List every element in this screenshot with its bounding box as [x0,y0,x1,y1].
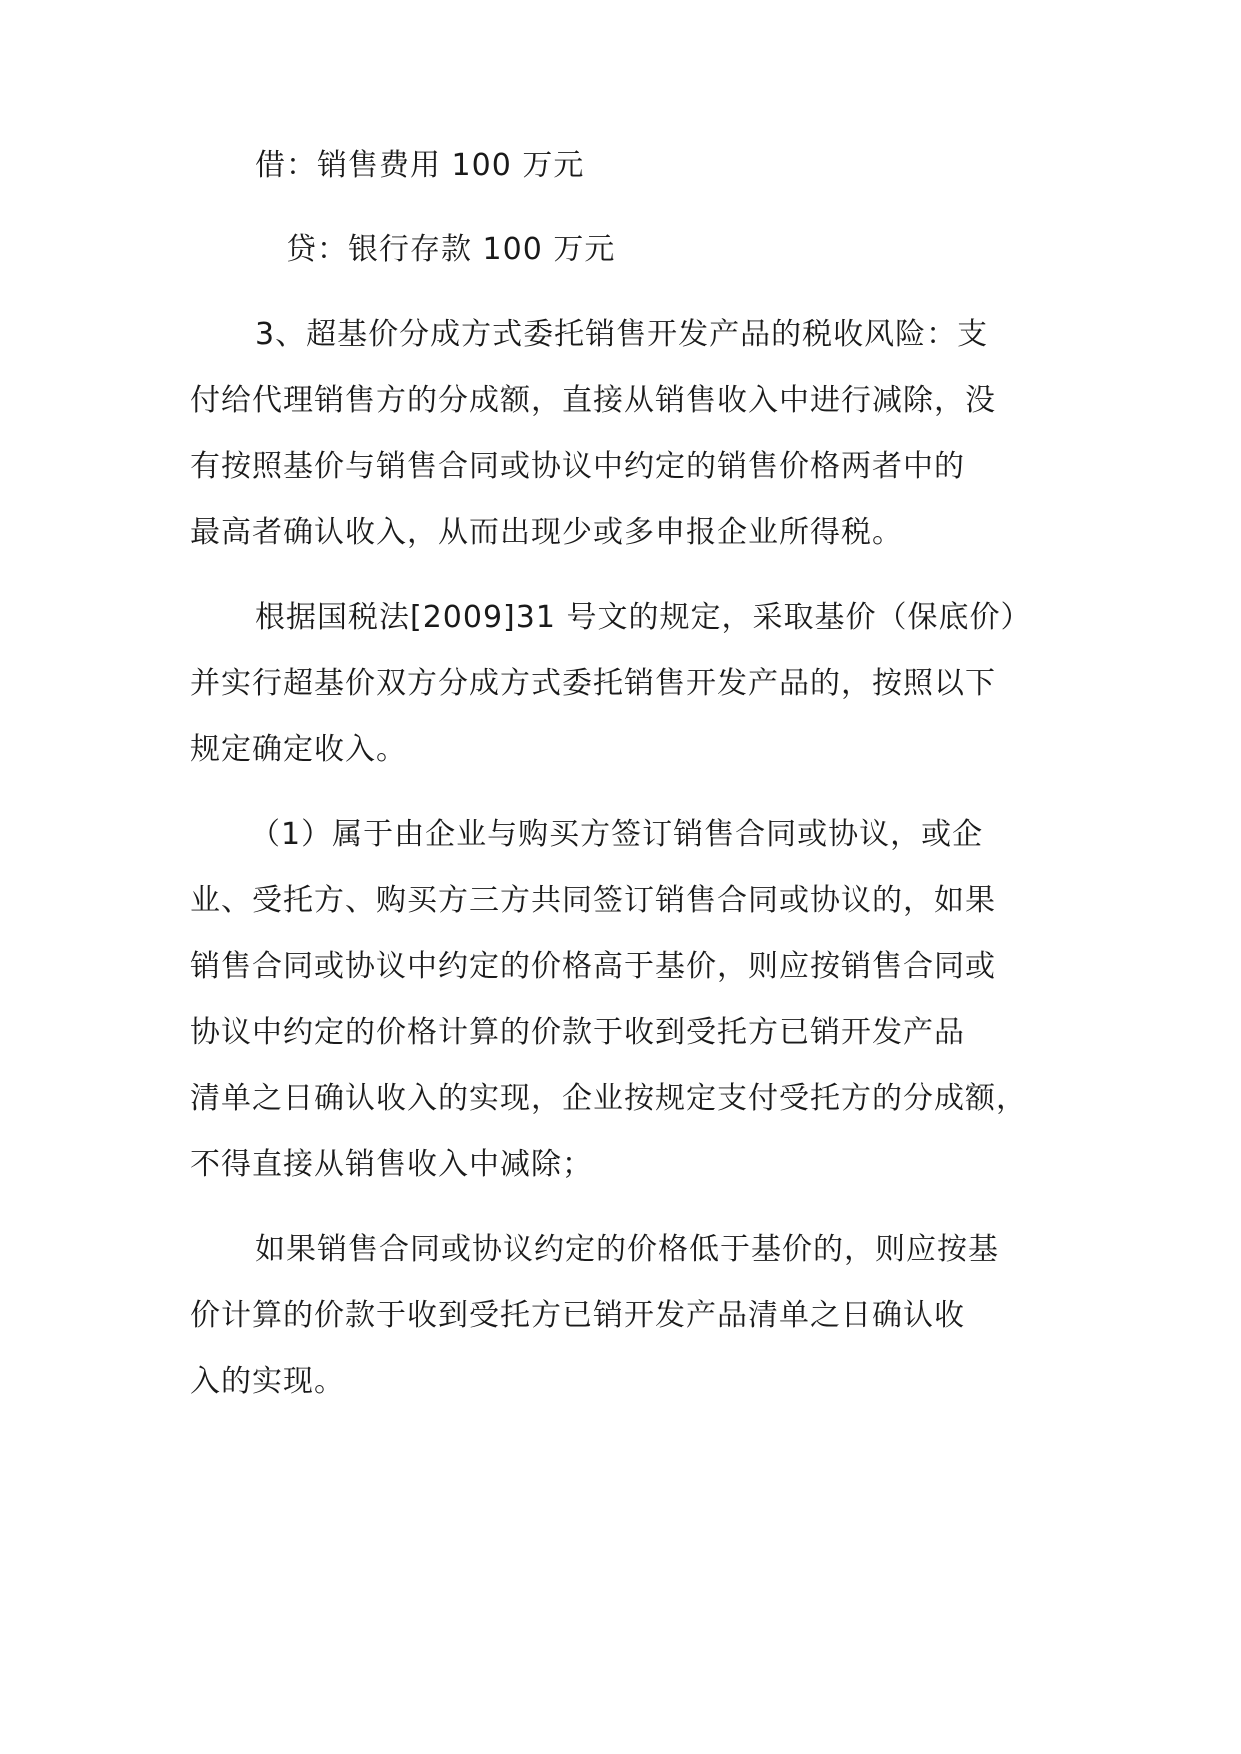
paragraph-line: 协议中约定的价格计算的价款于收到受托方已销开发产品 [190,1015,965,1050]
paragraph-line: 付给代理销售方的分成额，直接从销售收入中进行减除，没 [190,383,996,418]
paragraph-line: 规定确定收入。 [190,732,407,767]
paragraph-regulation [190,600,1050,768]
paragraph-line: 并实行超基价双方分成方式委托销售开发产品的，按照以下 [190,666,996,701]
journal-debit-entry: 借：销售费用 100 万元 [255,148,585,183]
journal-credit-entry: 贷：银行存款 100 万元 [286,232,616,267]
paragraph-line: 业、受托方、购买方三方共同签订销售合同或协议的，如果 [190,883,996,918]
paragraph-tax-risk [190,317,1050,551]
paragraph-line: 不得直接从销售收入中减除； [190,1147,593,1182]
paragraph-line: 入的实现。 [190,1364,345,1399]
paragraph-line: 销售合同或协议中约定的价格高于基价，则应按销售合同或 [190,949,996,984]
paragraph-line: （1）属于由企业与购买方签订销售合同或协议，或企 [250,817,984,852]
paragraph-below-base-price [190,1232,1050,1400]
paragraph-line: 如果销售合同或协议约定的价格低于基价的，则应按基 [255,1232,999,1267]
paragraph-line: 有按照基价与销售合同或协议中约定的销售价格两者中的 [190,449,965,484]
paragraph-line: 根据国税法[2009]31 号文的规定，采取基价（保底价） [255,600,1032,635]
paragraph-line: 清单之日确认收入的实现，企业按规定支付受托方的分成额， [190,1081,1027,1116]
paragraph-line: 价计算的价款于收到受托方已销开发产品清单之日确认收 [190,1298,965,1333]
document-body [190,148,1050,1400]
paragraph-item-1 [190,817,1050,1183]
paragraph-line: 3、超基价分成方式委托销售开发产品的税收风险：支 [255,317,989,352]
paragraph-line: 最高者确认收入，从而出现少或多申报企业所得税。 [190,515,903,550]
